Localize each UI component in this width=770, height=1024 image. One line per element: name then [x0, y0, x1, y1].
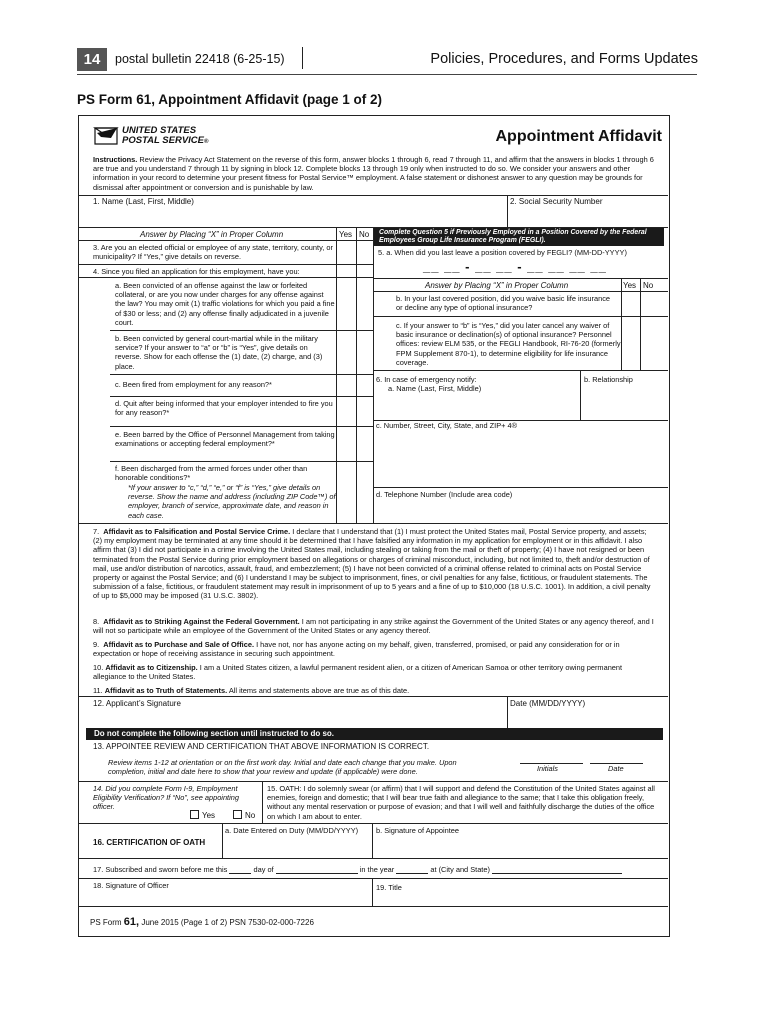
yes-header-right: Yes	[623, 281, 637, 290]
q1-name-label: 1. Name (Last, First, Middle)	[93, 197, 194, 206]
q14-yes-checkbox[interactable]: Yes	[190, 810, 215, 820]
no-header-right: No	[643, 281, 654, 290]
q17-line: 17. Subscribed and sworn before me this day of in the year at (City and State)	[93, 864, 622, 874]
q4f-text: f. Been discharged from the armed forces under other than honorable conditions?*	[115, 464, 308, 483]
q5a-date-field[interactable]: __ __ - __ __ - __ __ __ __	[423, 259, 607, 274]
q9-text: 9. Affidavit as to Purchase and Sale of Office. I have not, nor has anyone acting on my behalf, given, transferred, promised, or paid any consideration for or in expectation or hope of receiving assistance in securing such appointment.	[93, 640, 620, 659]
q13-review: Review items 1-12 at orientation or on the first work day. Initial and date each change that you make. Upon completion, initial and date here to show that your review and update (if applicable) were done.	[108, 758, 457, 777]
usps-eagle-logo	[93, 124, 119, 146]
yes-header-left: Yes	[339, 230, 353, 239]
q4d-text: d. Quit after being informed that your employer intended to fire you for any reason?*	[115, 399, 333, 418]
q3-text: 3. Are you an elected official or employee of any state, territory, county, or municipality? If “Yes,” give details on reverse.	[93, 243, 333, 262]
answer-header-left: Answer by Placing “X” in Proper Column	[140, 230, 284, 239]
date-label: Date	[608, 764, 624, 773]
q4a-text: a. Been convicted of an offense against the law or forfeited collateral, or are you now under charges for any offense against the law? You may omit (1) traffic violations for which you paid a fine of $30 or less; and (2) any offense finally adjudicated in a juvenile court.	[115, 281, 335, 327]
q12-signature-label: 12. Applicant’s Signature	[93, 699, 181, 708]
q13-text: 13. APPOINTEE REVIEW AND CERTIFICATION THAT ABOVE INFORMATION IS CORRECT.	[93, 742, 430, 751]
logo-text-1: UNITED STATES	[122, 125, 197, 136]
doc-title: PS Form 61, Appointment Affidavit (page 1 of 2)	[77, 92, 383, 107]
q5a-text: 5. a. When did you last leave a position covered by FEGLI? (MM-DD-YYYY)	[378, 248, 627, 257]
logo-text-2: POSTAL SERVICE®	[122, 135, 209, 146]
q5b-text: b. In your last covered position, did you waive basic life insurance or decline any type of optional insurance?	[396, 294, 611, 313]
q16-label: 16. CERTIFICATION OF OATH	[93, 838, 206, 847]
q10-text: 10. Affidavit as to Citizenship. I am a United States citizen, a lawful permanent resident alien, or a citizen of American Samoa or other territory owing permanent allegiance to the United States.	[93, 663, 623, 682]
q4b-text: b. Been convicted by general court-martial while in the military service? If your answer to “a” or “b” is “Yes”, give details on reverse. Show for each offense the (1) date, (2) charge, and (3) place.	[115, 334, 323, 371]
q12-date-label: Date (MM/DD/YYYY)	[510, 699, 586, 708]
q7-text: 7. Affidavit as to Falsification and Postal Service Crime. I declare that I understand that (1) I must protect the United States mail, Postal Service property, and assets; (2) my employment may be terminated at any time should it be determined that I have falsified any information in my application for employment or in this affidavit. I also affirm that (3) I did not participate in a crime involving the United States mail, including stealing or taking from the mail or theft of property; (4) I have not resigned or been terminated from the Postal Service during prior employment based on allegations or charges of criminal misconduct, including, but not limited to, theft and/or destruction of mail, use and/or distribution of narcotics, assault, fraud, and embezzlement; (5) I have not been convicted of a criminal offense related to criminal acts on Postal Service property or against the Postal Service; and (6) I understand I may be subject to imprisonment, fines, or civil penalties for any false, fictitious, or fraudulent statements. The submission of a false, fictitious, or fraudulent statement may result in imprisonment of up to 5 years and a fine of up to $10,000 (18 U.S.C. 1001). In addition, a civil penalty of up to $5,000 may be imposed (31 U.S.C. 3802).	[93, 527, 651, 601]
no-header-left: No	[359, 230, 370, 239]
page-number-badge: 14	[77, 48, 107, 71]
q4e-text: e. Been barred by the Office of Personnel Management from taking examinations or accepting federal employment?*	[115, 430, 335, 449]
q14-no-checkbox[interactable]: No	[233, 810, 255, 820]
q6c-label: c. Number, Street, City, State, and ZIP+ 4®	[376, 421, 518, 430]
q6d-label: d. Telephone Number (Include area code)	[376, 490, 513, 499]
q18-label: 18. Signature of Officer	[93, 881, 169, 890]
q15-oath: 15. OATH: I do solemnly swear (or affirm) that I will support and defend the Constitution of the United States against all enemies, foreign and domestic; that I will bear true faith and allegiance to the same; that I take this obligation freely, without any mental reservation or purpose of evasion; and that I will well and faithfully discharge the duties of the office on which I am about to enter.	[267, 784, 655, 821]
initials-label: Initials	[537, 764, 558, 773]
q11-text: 11. Affidavit as to Truth of Statements. All items and statements above are true as of this date.	[93, 686, 410, 695]
q5-header: Complete Question 5 if Previously Employed in a Position Covered by the Federal Employees Group Life Insurance Program (FEGLI).	[374, 228, 664, 246]
answer-header-right: Answer by Placing “X” in Proper Column	[425, 281, 569, 290]
q8-text: 8. Affidavit as to Striking Against the Federal Government. I am not participating in any strike against the Government of the United States or any agency thereof, and I will not so participate while an employee of the Government of the United States or any agency thereof.	[93, 617, 654, 636]
q4-text: 4. Since you filed an application for this employment, have you:	[93, 267, 300, 276]
q2-ssn-label: 2. Social Security Number	[510, 197, 603, 206]
q6-label: 6. In case of emergency notify:	[376, 375, 477, 384]
q16a-label: a. Date Entered on Duty (MM/DD/YYYY)	[225, 826, 359, 835]
bulletin-ref: postal bulletin 22418 (6-25-15)	[115, 52, 285, 66]
instructions: Instructions. Review the Privacy Act Statement on the reverse of this form, answer blocks 1 through 6, read 7 through 11, and affirm that the answers in blocks 1 through 6 are true and you understand 7 through 11 by signing in block 12. Complete blocks 13 through 19 only when instructed to do so. We consider your answers and other information in your record to determine your present fitness for Postal Service™ employment. A false statement or dishonest answer to any question may be grounds for dismissal after appointment or conversion and is punishable by law.	[93, 155, 654, 192]
form-footer: PS Form 61, June 2015 (Page 1 of 2) PSN 7530-02-000-7226	[90, 916, 314, 928]
q19-label: 19. Title	[376, 883, 402, 892]
q6a-label: a. Name (Last, First, Middle)	[388, 384, 482, 393]
q14-text: 14. Did you complete Form I-9, Employment Eligibility Verification? If “No”, see appointing officer.	[93, 784, 239, 812]
q6b-label: b. Relationship	[584, 375, 633, 384]
q16b-label: b. Signature of Appointee	[376, 826, 460, 835]
do-not-complete-bar: Do not complete the following section until instructed to do so.	[86, 728, 663, 740]
form-title: Appointment Affidavit	[495, 128, 662, 145]
q4f-note: *If your answer to “c,” “d,” “e,” or “f” is “Yes,” give details on reverse. Show the name and address (including ZIP Code™) of employer, branch of service, approximate date, and reason in each case.	[128, 483, 336, 520]
section-title: Policies, Procedures, and Forms Updates	[430, 51, 698, 67]
q5c-text: c. If your answer to “b” is “Yes,” did you later cancel any waiver of basic insurance or declination(s) of optional insurance? Personnel offices: review ELM 535, or the FEGLI Handbook, RI-76-20 (formerly FPM Supplement 870-1), to determine eligibility for life insurance coverage.	[396, 321, 621, 367]
q4c-text: c. Been fired from employment for any reason?*	[115, 380, 272, 389]
